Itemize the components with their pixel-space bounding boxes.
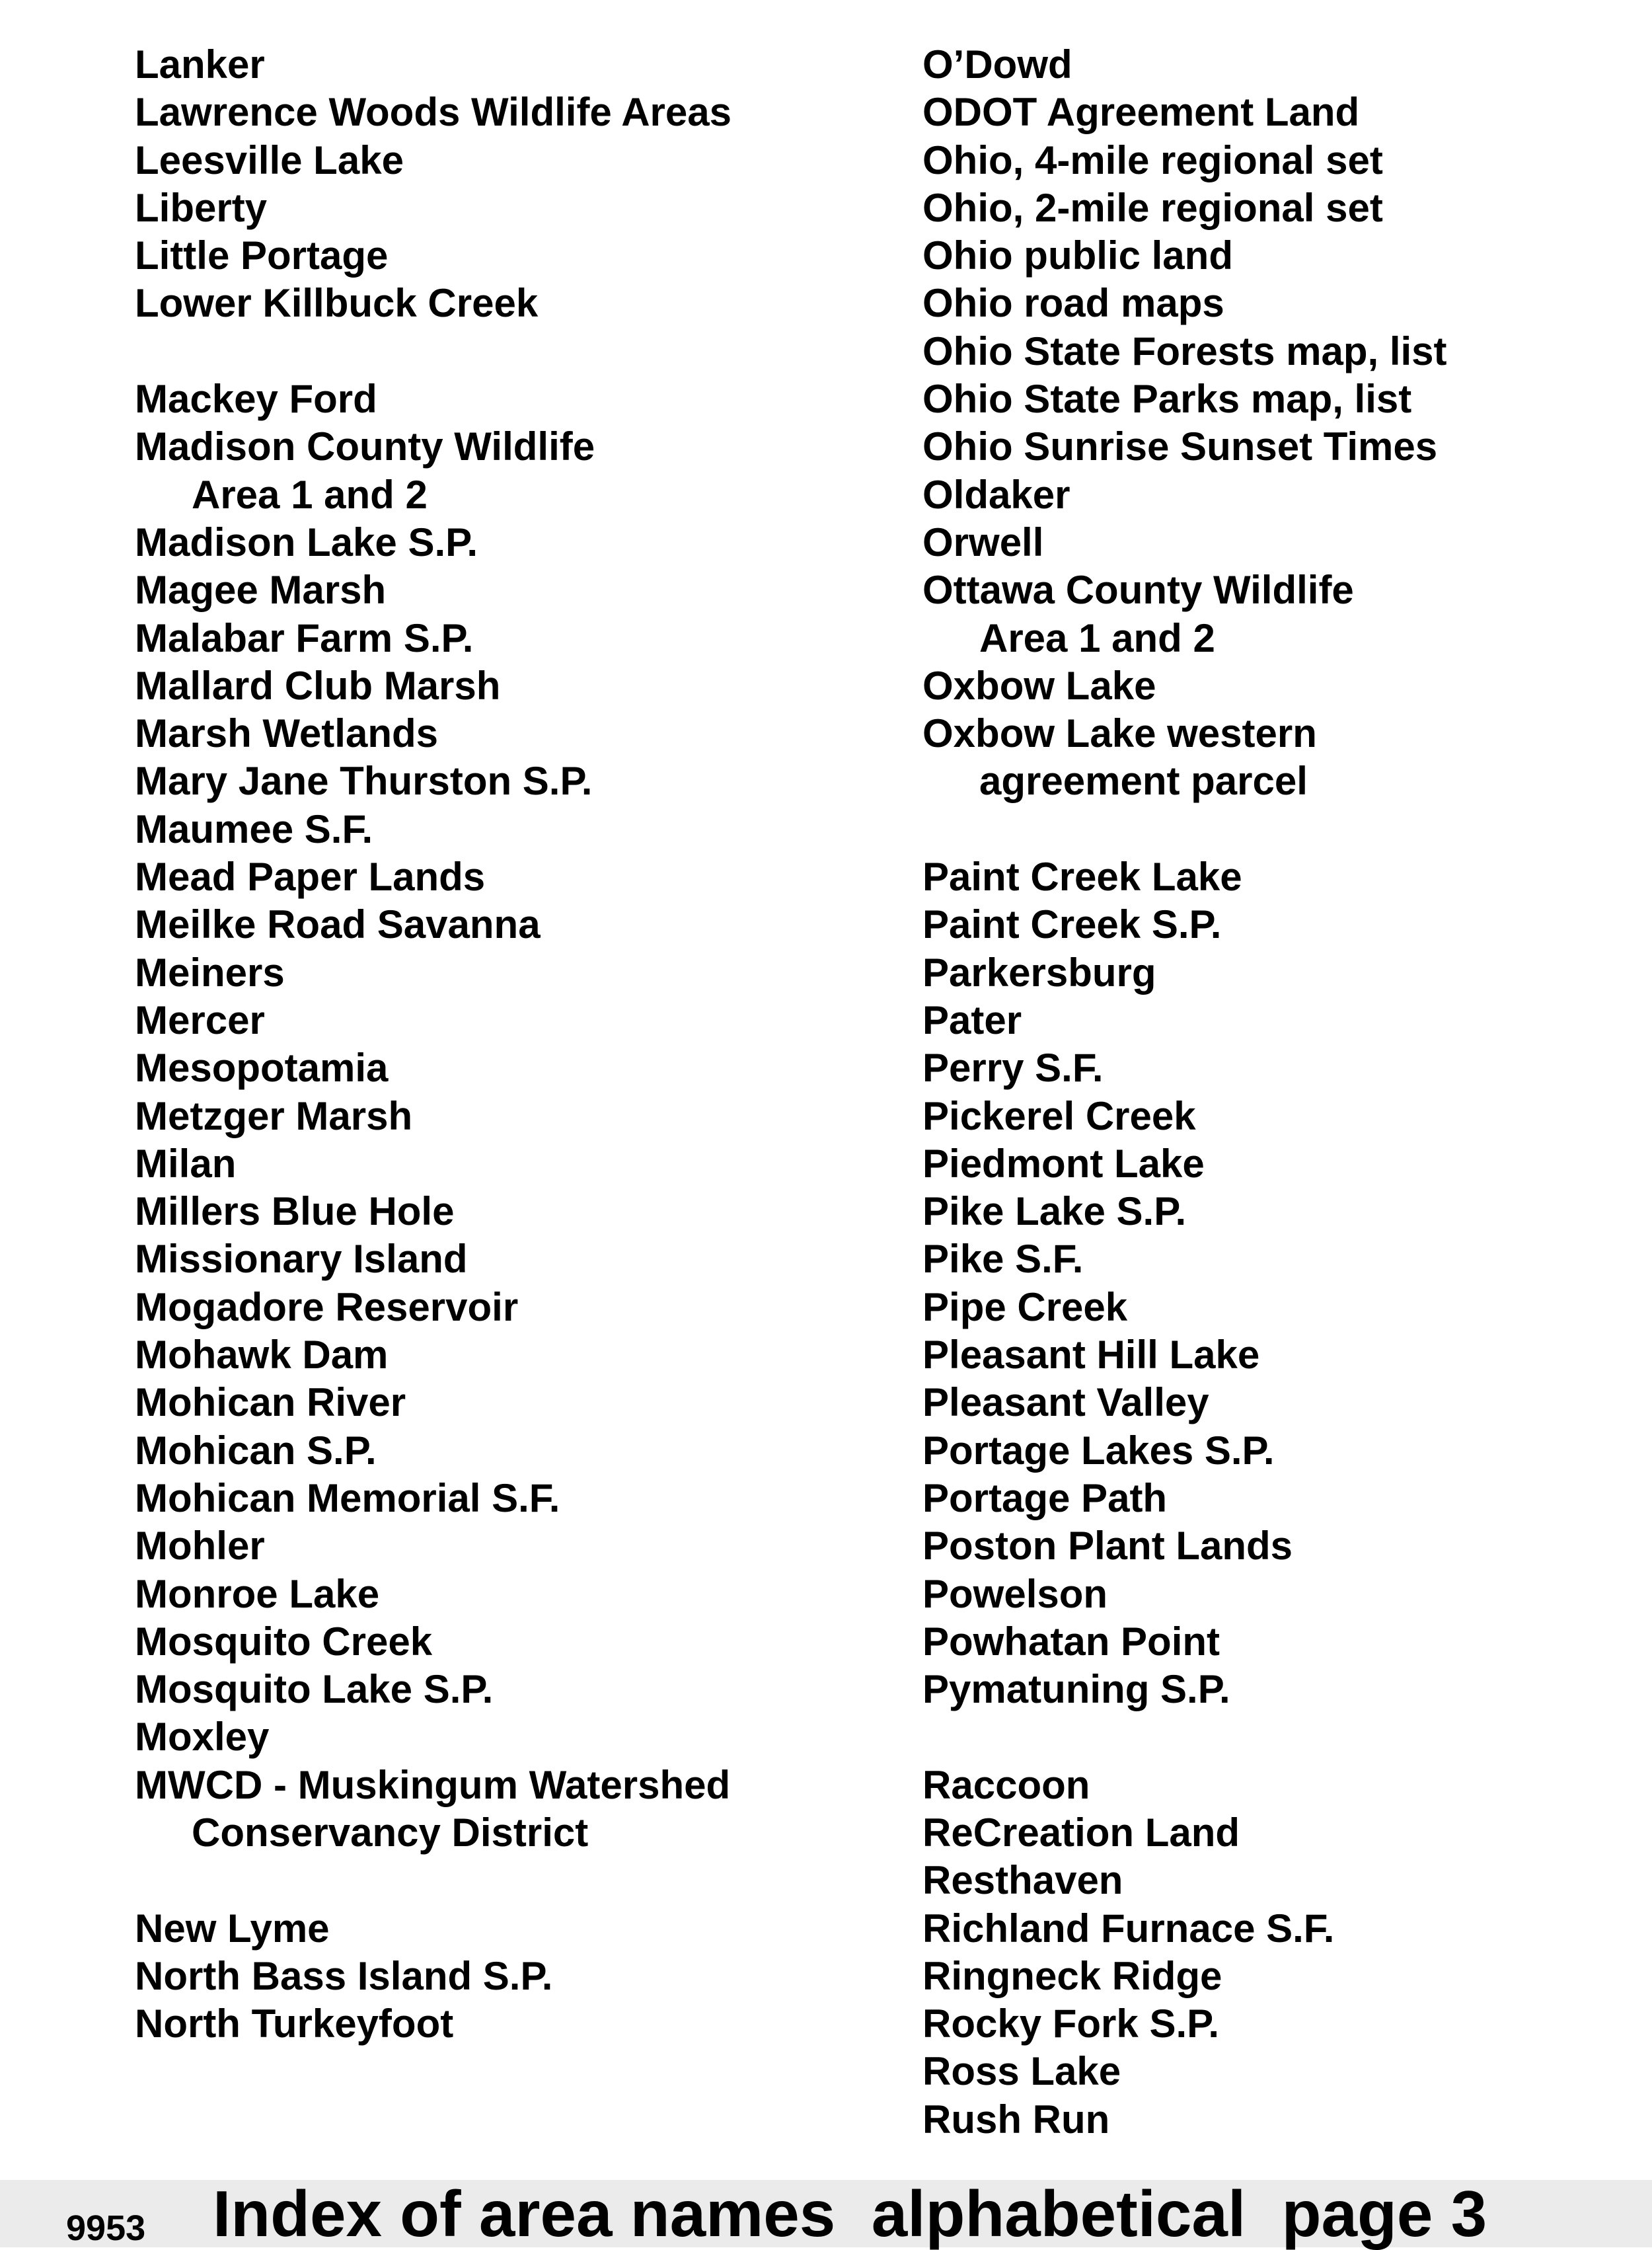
area-name: Mohican Memorial S.F. — [135, 1475, 560, 1520]
area-name: Orwell — [922, 520, 1044, 564]
area-name: Pleasant Hill Lake — [922, 1333, 1260, 1377]
area-name: O’Dowd — [922, 42, 1072, 87]
area-name: Mohler — [135, 1524, 265, 1569]
area-name: Pike Lake S.P. — [922, 1189, 1187, 1234]
area-name: Mohawk Dam — [135, 1333, 389, 1377]
area-name: Magee Marsh — [135, 568, 387, 613]
area-name: Ohio, 4-mile regional set — [922, 137, 1383, 182]
area-name: Paint Creek Lake — [922, 855, 1242, 900]
area-name: Pickerel Creek — [922, 1093, 1196, 1138]
area-name: Ross Lake — [922, 2049, 1121, 2094]
area-name: MWCD - Muskingum Watershed — [135, 1762, 731, 1807]
area-name: ReCreation Land — [922, 1810, 1240, 1855]
area-name: Mary Jane Thurston S.P. — [135, 759, 593, 804]
area-name: Mesopotamia — [135, 1046, 389, 1091]
area-name: Mohican S.P. — [135, 1428, 377, 1473]
area-name: Portage Path — [922, 1475, 1168, 1520]
area-name: Mackey Ford — [135, 377, 377, 422]
area-name: Mallard Club Marsh — [135, 663, 501, 708]
area-name: Parkersburg — [922, 950, 1156, 995]
area-name: Powelson — [922, 1571, 1108, 1616]
area-name: Milan — [135, 1141, 237, 1186]
area-name: ODOT Agreement Land — [922, 90, 1360, 135]
area-name: Mercer — [135, 997, 265, 1042]
blank-line — [135, 328, 882, 375]
area-name: Pater — [922, 997, 1022, 1042]
blank-line — [922, 806, 1636, 853]
area-name: Little Portage — [135, 233, 389, 278]
area-name: Mosquito Lake S.P. — [135, 1667, 494, 1712]
index-column-right — [922, 41, 1636, 2144]
area-name: Monroe Lake — [135, 1571, 380, 1616]
area-name: Ottawa County Wildlife — [922, 568, 1354, 613]
area-name: Mogadore Reservoir — [135, 1284, 519, 1329]
area-name: Madison Lake S.P. — [135, 520, 478, 564]
area-name: Pleasant Valley — [922, 1380, 1209, 1425]
area-name: Ohio public land — [922, 233, 1233, 278]
area-name: Meiners — [135, 950, 285, 995]
area-name: Mosquito Creek — [135, 1619, 433, 1664]
area-name: Malabar Farm S.P. — [135, 615, 474, 660]
area-name: Moxley — [135, 1715, 270, 1760]
area-name: Marsh Wetlands — [135, 711, 438, 756]
area-name: Perry S.F. — [922, 1046, 1104, 1091]
area-name: Missionary Island — [135, 1237, 468, 1282]
area-name: Poston Plant Lands — [922, 1524, 1293, 1569]
page-code: 9953 — [66, 2208, 146, 2248]
area-name: Mohican River — [135, 1380, 406, 1425]
area-name: New Lyme — [135, 1906, 330, 1951]
area-name: Paint Creek S.P. — [922, 902, 1222, 947]
area-name: Ohio State Parks map, list — [922, 377, 1412, 422]
area-name: Raccoon — [922, 1762, 1090, 1807]
area-name: Rush Run — [922, 2097, 1110, 2142]
area-name: North Bass Island S.P. — [135, 1953, 553, 1998]
area-name-continuation: Area 1 and 2 — [192, 472, 428, 517]
area-name: Powhatan Point — [922, 1619, 1220, 1664]
area-name: Lanker — [135, 42, 265, 87]
area-name-continuation: Area 1 and 2 — [979, 615, 1215, 660]
blank-line — [135, 1857, 882, 1904]
area-name: Maumee S.F. — [135, 806, 373, 851]
area-name: Madison County Wildlife — [135, 424, 595, 469]
area-name: Lower Killbuck Creek — [135, 281, 539, 326]
area-name: Piedmont Lake — [922, 1141, 1205, 1186]
area-name: Resthaven — [922, 1858, 1123, 1903]
area-name: Millers Blue Hole — [135, 1189, 455, 1234]
area-name: Portage Lakes S.P. — [922, 1428, 1275, 1473]
blank-line — [922, 1713, 1636, 1761]
area-name-continuation: agreement parcel — [979, 759, 1308, 804]
area-name: Oxbow Lake — [922, 663, 1156, 708]
area-name: Oldaker — [922, 472, 1070, 517]
area-name: Pike S.F. — [922, 1237, 1084, 1282]
area-name: Ohio State Forests map, list — [922, 329, 1447, 373]
area-name: Rocky Fork S.P. — [922, 2001, 1220, 2046]
area-name: Liberty — [135, 185, 268, 230]
page-footer — [0, 2177, 1652, 2250]
area-name: Ohio road maps — [922, 281, 1224, 326]
area-name: Mead Paper Lands — [135, 855, 486, 900]
area-name: Lawrence Woods Wildlife Areas — [135, 90, 732, 135]
area-name: Meilke Road Savanna — [135, 902, 541, 947]
area-name: Oxbow Lake western — [922, 711, 1317, 756]
area-name: Metzger Marsh — [135, 1093, 413, 1138]
area-name: Ohio Sunrise Sunset Times — [922, 424, 1438, 469]
area-name: Ringneck Ridge — [922, 1953, 1222, 1998]
area-name: Leesville Lake — [135, 137, 404, 182]
area-name: Pipe Creek — [922, 1284, 1128, 1329]
area-name: North Turkeyfoot — [135, 2001, 454, 2046]
area-name: Pymatuning S.P. — [922, 1667, 1230, 1712]
area-name: Ohio, 2-mile regional set — [922, 185, 1383, 230]
area-name: Richland Furnace S.F. — [922, 1906, 1335, 1951]
page-title: Index of area names alphabetical page 3 — [213, 2177, 1487, 2250]
index-column-left — [135, 41, 882, 2048]
area-name-continuation: Conservancy District — [192, 1810, 589, 1855]
